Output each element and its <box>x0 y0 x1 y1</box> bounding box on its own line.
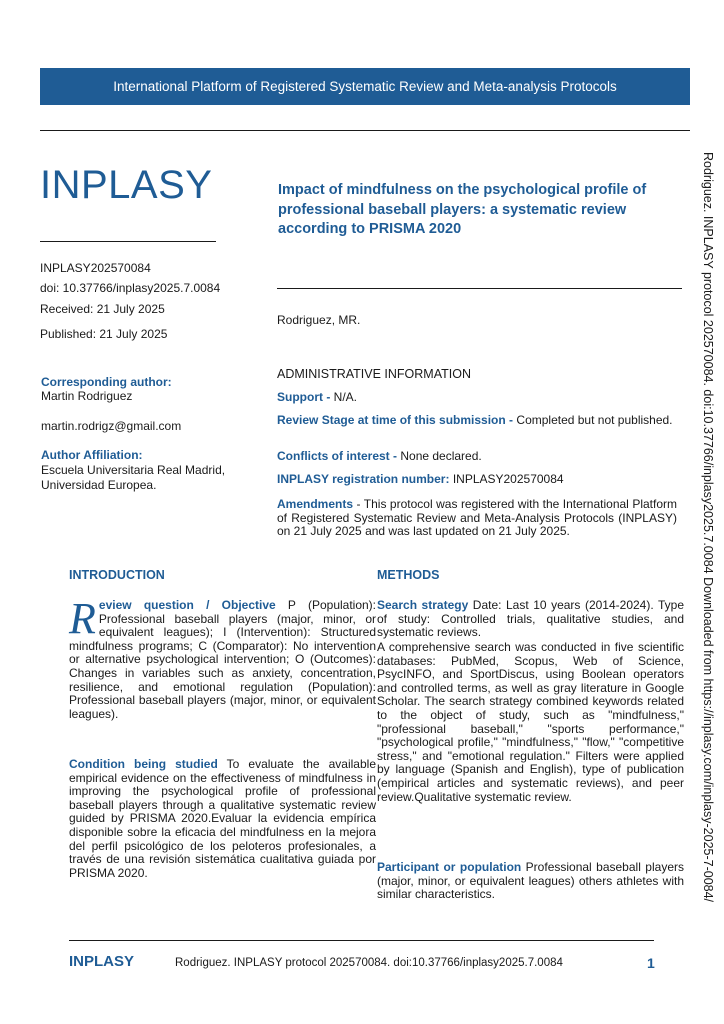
participant-text: Professional baseball players (major, minor, or equivalent leagues) others athletes with similar characteristics. <box>377 860 684 902</box>
protocol-id: INPLASY202570084 <box>40 261 151 275</box>
published-date: Published: 21 July 2025 <box>40 327 168 341</box>
admin-review-stage <box>277 414 677 428</box>
corresponding-author-name: Martin Rodriguez <box>41 389 133 403</box>
affiliation-label: Author Affiliation: <box>41 448 143 462</box>
author-email[interactable]: martin.rodrigz@gmail.com <box>41 419 182 433</box>
amendments-value: - This protocol was registered with the International Platform of Registered Systematic Review and Meta-Analysis Protocols (INPLASY) on 21 July 2025 and was last updated on 21 July 2025. <box>277 497 677 538</box>
review-question-label: eview question / Objective <box>98 598 276 612</box>
search-strategy-label: Search strategy <box>377 598 469 612</box>
admin-registration <box>277 473 677 487</box>
methods-search-strategy <box>377 599 684 640</box>
conflicts-value: None declared. <box>397 449 482 463</box>
registration-value: INPLASY202570084 <box>449 472 564 486</box>
affiliation-line-2: Universidad Europea. <box>41 478 157 492</box>
doi-text: doi: 10.37766/inplasy2025.7.0084 <box>40 281 221 295</box>
admin-amendments <box>277 498 677 539</box>
methods-heading: METHODS <box>377 568 440 582</box>
search-strategy-text: Date: Last 10 years (2014-2024). Type of study: Controlled trials, qualitative studies, and systematic reviews. <box>377 598 684 640</box>
admin-support <box>277 391 677 405</box>
journal-logo-text: INPLASY <box>40 163 213 207</box>
admin-heading: ADMINISTRATIVE INFORMATION <box>277 367 471 381</box>
review-question-text: P (Population): Professional baseball players (major, minor, or equivalent leagues); I (Intervention): Structured mindfulness programs; C (Comparator): No intervention or alternative psychological intervention; O (Outcomes): Changes in variables such as anxiety, concentration, resilience, and emotional regulation (Population): Professional baseball players (major, minor, or equivalent leagues). <box>69 598 377 721</box>
participant-label: Participant or population <box>377 860 522 874</box>
article-title: Impact of mindfulness on the psychological profile of professional baseball players: a systematic review according to PRISMA 2020 <box>278 182 647 237</box>
dropcap-letter: R <box>69 594 96 643</box>
header-banner: International Platform of Registered Systematic Review and Meta-analysis Protocols <box>40 68 690 105</box>
methods-participants <box>377 861 684 902</box>
review-stage-value: Completed but not published. <box>513 413 673 427</box>
introduction-condition <box>69 758 376 880</box>
methods-search-details: A comprehensive search was conducted in five scientific databases: PubMed, Scopus, Web of Science, PsycINFO, and SportDiscus, using Boolean operators and controlled terms, as well as gray literature in Google Scholar. The search strategy combined keywords related to the object of study, such as "mindfulness," "professional baseball," "sports performance," "psychological profile," "mindfulness," "flow," "competitive stress," and "emotional regulation." Filters were applied by language (Spanish and English), type of publication (empirical articles and systematic reviews), and peer review.Qualitative systematic review. <box>377 640 684 804</box>
top-divider <box>40 130 690 131</box>
page-number: 1 <box>647 955 655 971</box>
support-value: N/A. <box>330 390 357 404</box>
corresponding-author-label: Corresponding author: <box>41 375 172 389</box>
side-citation-note: Rodriguez. INPLASY protocol 202570084. doi:10.37766/inplasy2025.7.0084 Downloaded from https://inplasy.com/inplasy-2025-7-0084/ <box>701 152 715 903</box>
review-stage-label: Review Stage at time of this submission - <box>277 413 514 427</box>
affiliation-line-1: Escuela Universitaria Real Madrid, <box>41 463 226 477</box>
condition-text: To evaluate the available empirical evidence on the effectiveness of mindfulness in improving the psychological profile of professional baseball players through a qualitative systematic review guided by PRISMA 2020.Evaluar la evidencia empírica disponible sobre la eficacia del mindfulness en la mejora del perfil psicológico de los peloteros profesionales, a través de una revisión sistemática cualitativa guiada por PRISMA 2020. <box>69 757 376 880</box>
author-name: Rodriguez, MR. <box>277 313 361 327</box>
received-date: Received: 21 July 2025 <box>40 302 165 316</box>
conflicts-label: Conflicts of interest - <box>277 449 398 463</box>
footer-divider <box>69 940 654 941</box>
introduction-heading: INTRODUCTION <box>69 568 165 582</box>
amendments-label: Amendments <box>277 497 354 511</box>
footer-logo-text: INPLASY <box>69 953 135 970</box>
logo-divider <box>40 241 216 242</box>
admin-conflicts <box>277 450 677 464</box>
support-label: Support - <box>277 390 331 404</box>
footer-citation: Rodriguez. INPLASY protocol 202570084. doi:10.37766/inplasy2025.7.0084 <box>175 957 563 969</box>
condition-label: Condition being studied <box>69 757 218 771</box>
introduction-review-question <box>69 594 377 721</box>
registration-label: INPLASY registration number: <box>277 472 450 486</box>
title-divider <box>277 288 682 289</box>
